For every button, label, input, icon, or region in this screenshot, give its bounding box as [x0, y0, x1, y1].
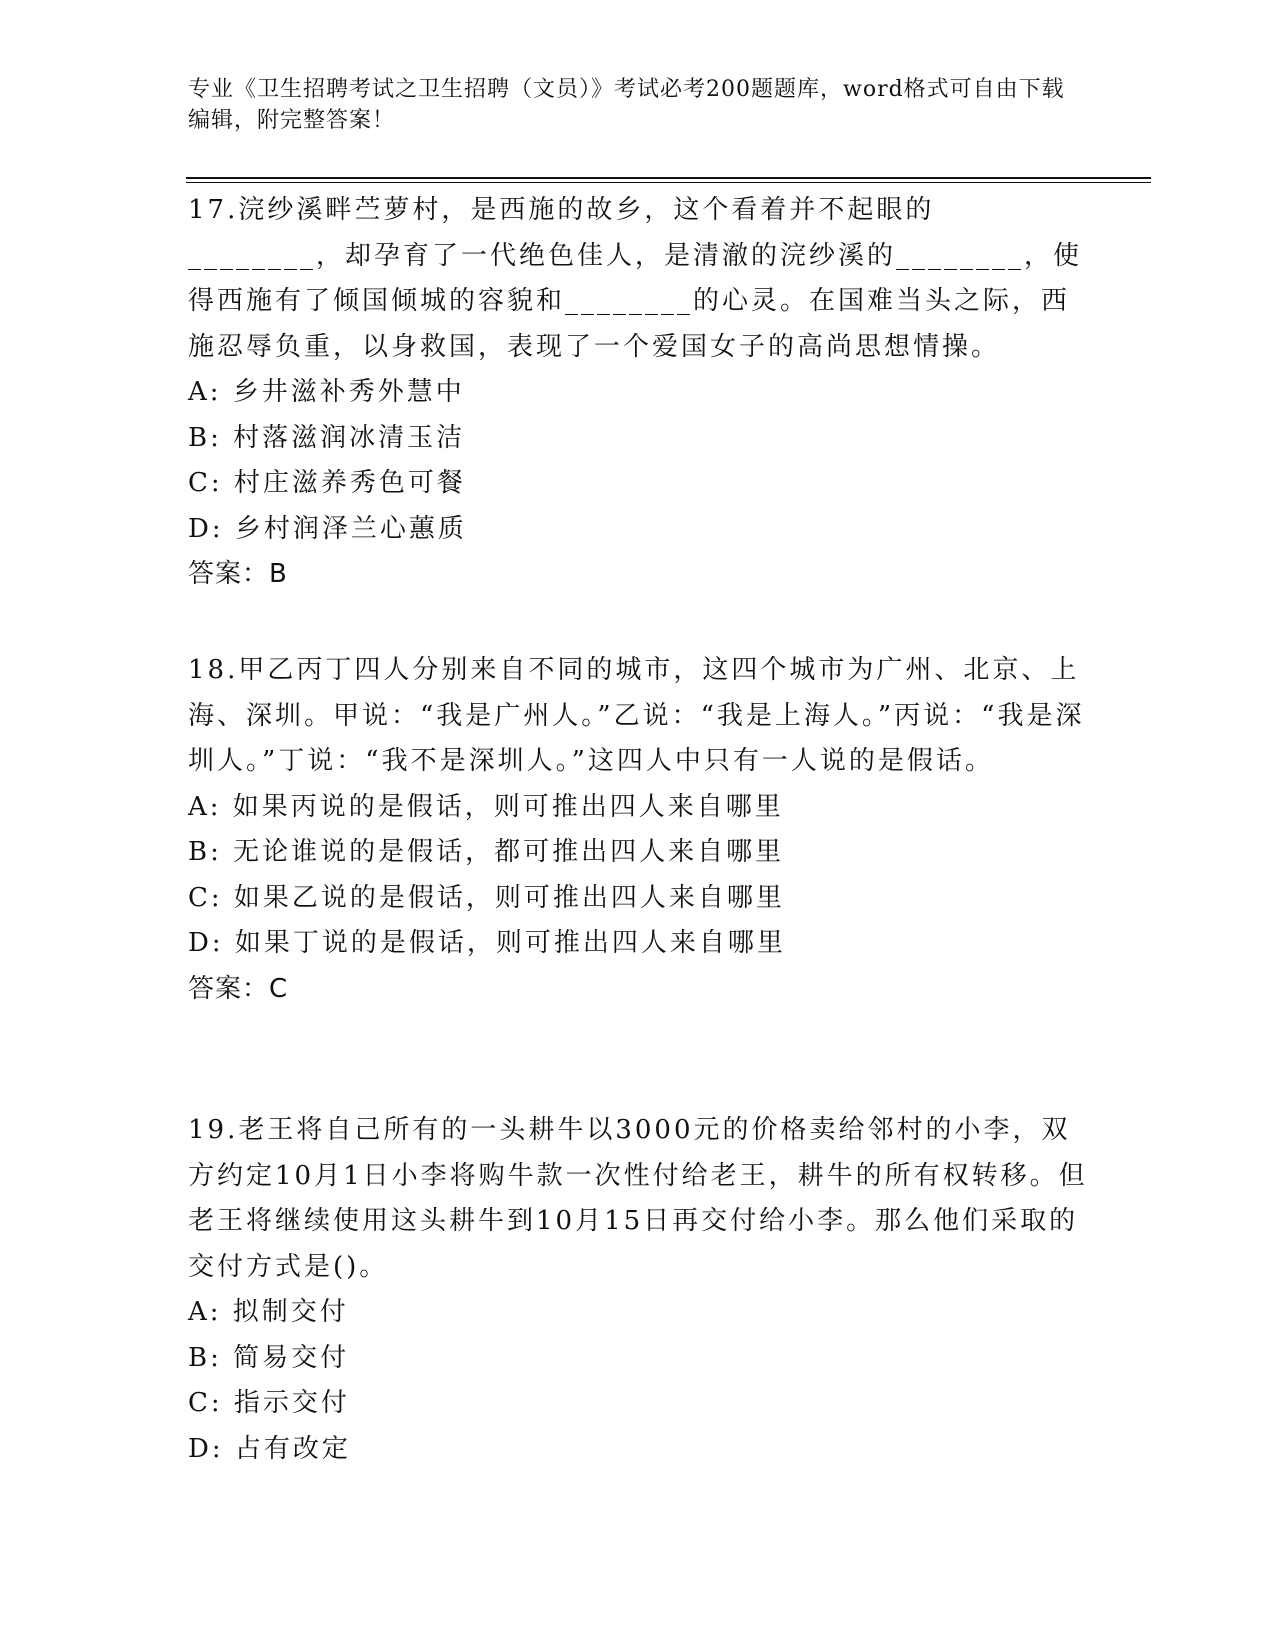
question-17 — [188, 188, 1088, 598]
option-d: D: 如果丁说的是假话，则可推出四人来自哪里 — [188, 928, 786, 958]
option-a: A: 拟制交付 — [188, 1297, 349, 1327]
header-divider-thin — [186, 182, 1151, 183]
question-19 — [188, 1108, 1088, 1472]
option-d: D: 乡村润泽兰心蕙质 — [188, 513, 467, 544]
option-list — [188, 1290, 1088, 1472]
question-text: 19.老王将自己所有的一头耕牛以3000元的价格卖给邻村的小李，双方约定10月1日小李将购牛款一次性付给老王，耕牛的所有权转移。但老王将继续使用这头耕牛到10月15日再交付给小李。那么他们采取的交付方式是()。 — [188, 1115, 1088, 1282]
question-18 — [188, 648, 1088, 1012]
option-b: B: 简易交付 — [188, 1342, 350, 1373]
option-c: C: 指示交付 — [188, 1388, 350, 1418]
option-c: C: 村庄滋养秀色可餐 — [188, 468, 466, 498]
option-list — [188, 785, 1088, 967]
header-divider-thick — [186, 177, 1151, 179]
document-header: 专业《卫生招聘考试之卫生招聘（文员）》考试必考200题题库，word格式可自由下载编辑，附完整答案！ — [188, 77, 1065, 133]
option-b: B: 村落滋润冰清玉洁 — [188, 422, 466, 453]
answer: 答案：C — [188, 973, 289, 1004]
option-list — [188, 370, 1088, 552]
option-b: B: 无论谁说的是假话，都可推出四人来自哪里 — [188, 837, 785, 867]
option-a: A: 乡井滋补秀外慧中 — [188, 377, 465, 407]
option-a: A: 如果丙说的是假话，则可推出四人来自哪里 — [188, 791, 784, 822]
option-c: C: 如果乙说的是假话，则可推出四人来自哪里 — [188, 882, 785, 913]
option-d: D: 占有改定 — [188, 1433, 351, 1464]
question-text: 17.浣纱溪畔苎萝村，是西施的故乡，这个看着并不起眼的________，却孕育了一代绝色佳人，是清澈的浣纱溪的________，使得西施有了倾国倾城的容貌和________的心灵。在国难当头之际，西施忍辱负重，以身救国，表现了一个爱国女子的高尚思想情操。 — [188, 195, 1083, 362]
question-text: 18.甲乙丙丁四人分别来自不同的城市，这四个城市为广州、北京、上海、深圳。甲说：“我是广州人。”乙说：“我是上海人。”丙说：“我是深圳人。”丁说：“我不是深圳人。”这四人中只有一人说的是假话。 — [188, 655, 1085, 776]
answer: 答案：B — [188, 559, 288, 589]
